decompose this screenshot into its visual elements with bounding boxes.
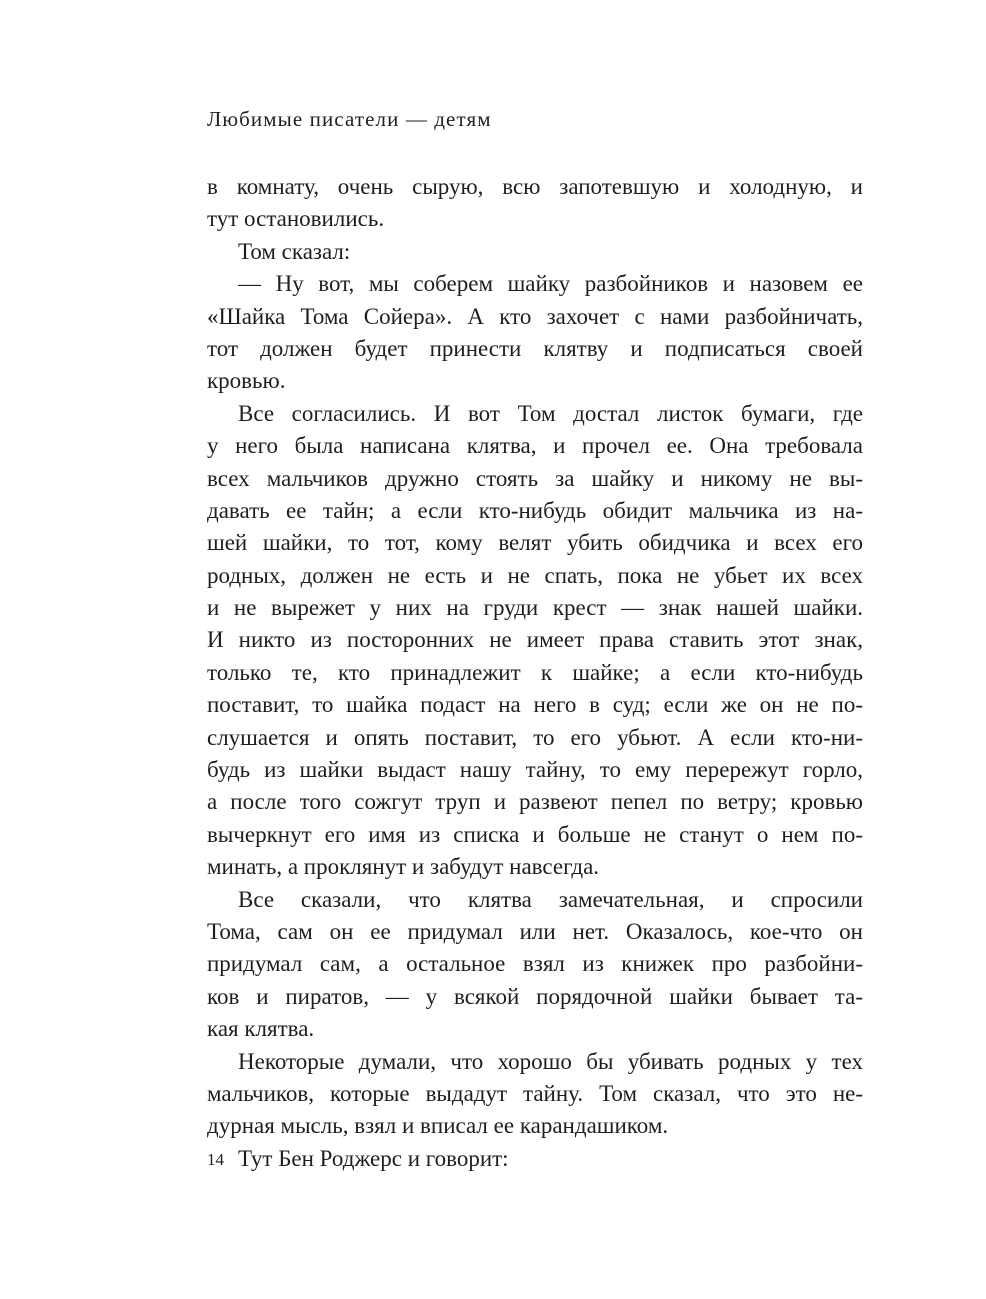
text-line: Все согласились. И вот Том достал листок бумаги, где [238,400,863,426]
text-line: только те, кто принадлежит к шайке; а если кто-нибудь [207,659,863,685]
text-line: вычеркнут его имя из списка и больше не станут о нем по- [207,821,863,847]
text-line: ков и пиратов, — у всякой порядочной шайки бывает та- [207,983,863,1009]
paragraph [207,268,863,398]
text-line: «Шайка Тома Сойера». А кто захочет с нами разбойничать, [207,303,863,329]
text-line: поставит, то шайка подаст на него в суд; если же он не по- [207,692,863,718]
text-line: Некоторые думали, что хорошо бы убивать родных у тех [238,1048,863,1074]
text-line: в комнату, очень сырую, всю запотевшую и холодную, и [207,174,863,199]
text-line: и не вырежет у них на груди крест — знак нашей шайки. [207,595,863,621]
text-line: шей шайки, то тот, кому велят убить обидчика и всех его [207,530,863,556]
paragraph [207,171,863,236]
text-line: кая клятва. [207,1016,315,1042]
page-number: 14 [207,1150,224,1169]
text-line: у него была написана клятва, и прочел ее. Она требовала [207,433,863,459]
text-line: родных, должен не есть и не спать, пока не убьет их всех [207,562,863,588]
text-line: Тома, сам он ее придумал или нет. Оказалось, кое-что он [207,918,863,944]
text-line: минать, а проклянут и забудут навсегда. [207,854,600,880]
paragraph [207,1143,863,1175]
text-line: Все сказали, что клятва замечательная, и спросили [238,886,863,912]
text-line: мальчиков, которые выдадут тайну. Том сказал, что это не- [207,1080,863,1106]
running-head: Любимые писатели — детям [207,107,492,131]
paragraph [207,884,863,1046]
text-line: придумал сам, а остальное взял из книжек про разбойни- [207,951,863,977]
text-line: Том сказал: [238,238,351,264]
text-line: а после того сожгут труп и развеют пепел по ветру; кровью [207,789,863,815]
text-line: всех мальчиков дружно стоять за шайку и никому не вы- [207,465,863,491]
text-line: давать ее тайн; а если кто-нибудь обидит мальчика из на- [207,497,863,523]
text-line: дурная мысль, взял и вписал ее карандашиком. [207,1113,669,1139]
paragraph [207,398,863,884]
text-line: тут остановились. [207,206,385,232]
text-line: кровью. [207,368,286,394]
text-line: Тут Бен Роджерс и говорит: [238,1145,509,1171]
text-line: — Ну вот, мы соберем шайку разбойников и назовем ее [238,271,863,297]
text-line: слушается и опять поставит, то его убьют. А если кто-ни- [207,724,863,750]
paragraph [207,1046,863,1143]
paragraph [207,236,863,268]
body-text [207,171,863,1175]
text-line: И никто из посторонних не имеет права ставить этот знак, [207,627,863,653]
text-line: будь из шайки выдаст нашу тайну, то ему перережут горло, [207,757,863,783]
text-line: тот должен будет принести клятву и подписаться своей [207,335,863,361]
